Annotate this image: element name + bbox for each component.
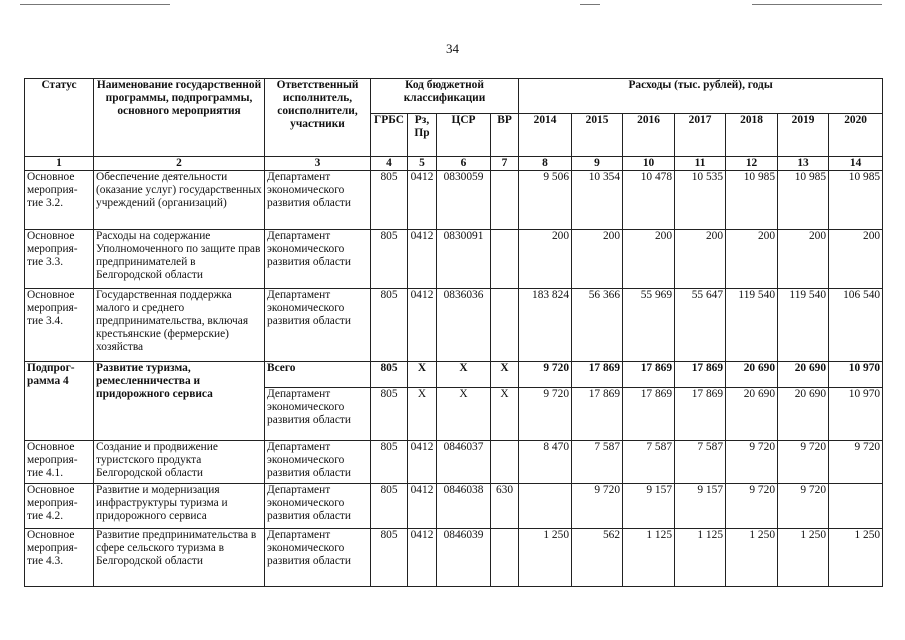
row-value: 9 720: [519, 388, 572, 441]
header-expenses: Расходы (тыс. рублей), годы: [519, 79, 883, 114]
row-value: 10 354: [572, 171, 623, 230]
row-csr: 0836036: [437, 289, 491, 362]
row-executor: Департамент экономического развития области: [265, 230, 371, 289]
row-executor: Департамент экономического развития области: [265, 171, 371, 230]
row-status: Основное мероприя-тие 4.2.: [25, 484, 94, 529]
row-value: 9 720: [778, 484, 829, 529]
row-grbs: 805: [371, 529, 408, 587]
column-index-row: [25, 157, 883, 171]
row-csr: 0830059: [437, 171, 491, 230]
row-value: 8 470: [519, 441, 572, 484]
row-grbs: 805: [371, 230, 408, 289]
row-csr: X: [437, 388, 491, 441]
row-name: Обеспечение деятельности (оказание услуг) государственных учреждений (организаций): [94, 171, 265, 230]
column-index: 6: [437, 157, 491, 171]
row-grbs: 805: [371, 484, 408, 529]
row-value: 9 720: [519, 362, 572, 388]
row-value: 1 125: [675, 529, 726, 587]
row-value: 200: [519, 230, 572, 289]
header-year: 2015: [572, 114, 623, 157]
row-vr: [491, 171, 519, 230]
row-rzpr: 0412: [408, 289, 437, 362]
row-grbs: 805: [371, 362, 408, 388]
table-row: [25, 230, 883, 289]
row-value: 10 970: [829, 388, 883, 441]
row-value: 200: [726, 230, 778, 289]
column-index: 8: [519, 157, 572, 171]
column-index: 14: [829, 157, 883, 171]
row-value: 20 690: [726, 362, 778, 388]
row-value: 10 478: [623, 171, 675, 230]
row-value: 9 157: [623, 484, 675, 529]
column-index: 5: [408, 157, 437, 171]
row-rzpr: X: [408, 388, 437, 441]
header-year: 2016: [623, 114, 675, 157]
column-index: 13: [778, 157, 829, 171]
table-row: [25, 171, 883, 230]
row-value: [829, 484, 883, 529]
header-year: 2020: [829, 114, 883, 157]
row-executor: Департамент экономического развития области: [265, 484, 371, 529]
row-status: Основное мероприя-тие 3.3.: [25, 230, 94, 289]
row-vr: 630: [491, 484, 519, 529]
row-status: Основное мероприя-тие 3.2.: [25, 171, 94, 230]
header-row-1: [25, 79, 883, 114]
table-row: [25, 441, 883, 484]
row-value: 9 720: [572, 484, 623, 529]
row-value: 9 720: [726, 441, 778, 484]
row-value: 10 535: [675, 171, 726, 230]
row-csr: 0846038: [437, 484, 491, 529]
row-value: 1 125: [623, 529, 675, 587]
row-value: 20 690: [726, 388, 778, 441]
column-index: 11: [675, 157, 726, 171]
row-value: 1 250: [519, 529, 572, 587]
row-status: Основное мероприя-тие 4.1.: [25, 441, 94, 484]
header-year: 2014: [519, 114, 572, 157]
row-value: 119 540: [726, 289, 778, 362]
row-value: 55 647: [675, 289, 726, 362]
row-value: 10 985: [726, 171, 778, 230]
row-csr: 0830091: [437, 230, 491, 289]
table-row: [25, 289, 883, 362]
header-grbs: ГРБС: [371, 114, 408, 157]
row-status: Основное мероприя-тие 4.3.: [25, 529, 94, 587]
column-index: 4: [371, 157, 408, 171]
row-executor: Департамент экономического развития области: [265, 388, 371, 441]
row-name: Создание и продвижение туристского продукта Белгородской области: [94, 441, 265, 484]
row-csr: X: [437, 362, 491, 388]
row-value: 17 869: [623, 388, 675, 441]
row-value: 200: [778, 230, 829, 289]
row-grbs: 805: [371, 441, 408, 484]
header-vr: ВР: [491, 114, 519, 157]
header-year: 2018: [726, 114, 778, 157]
column-index: 9: [572, 157, 623, 171]
row-value: 10 985: [829, 171, 883, 230]
row-csr: 0846037: [437, 441, 491, 484]
row-status: Основное мероприя-тие 3.4.: [25, 289, 94, 362]
scan-line-right: [752, 4, 882, 5]
table-row: [25, 484, 883, 529]
row-rzpr: 0412: [408, 230, 437, 289]
row-executor: Департамент экономического развития области: [265, 289, 371, 362]
row-value: 200: [675, 230, 726, 289]
row-value: 7 587: [572, 441, 623, 484]
row-name: Развитие и модернизация инфраструктуры туризма и придорожного сервиса: [94, 484, 265, 529]
scan-line-mid: [580, 4, 600, 5]
row-value: 200: [829, 230, 883, 289]
header-executor: Ответственный исполнитель, соисполнители, участники: [265, 79, 371, 157]
header-budget-code: Код бюджетной классификации: [371, 79, 519, 114]
header-csr: ЦСР: [437, 114, 491, 157]
row-value: 562: [572, 529, 623, 587]
row-grbs: 805: [371, 171, 408, 230]
row-rzpr: 0412: [408, 171, 437, 230]
row-rzpr: 0412: [408, 441, 437, 484]
row-value: 9 157: [675, 484, 726, 529]
row-value: 10 985: [778, 171, 829, 230]
row-value: 200: [623, 230, 675, 289]
row-value: 55 969: [623, 289, 675, 362]
subprogram-total-row: [25, 362, 883, 388]
row-value: 106 540: [829, 289, 883, 362]
row-csr: 0846039: [437, 529, 491, 587]
row-rzpr: 0412: [408, 529, 437, 587]
row-executor: Департамент экономического развития области: [265, 441, 371, 484]
row-value: 9 720: [829, 441, 883, 484]
row-vr: [491, 441, 519, 484]
row-rzpr: X: [408, 362, 437, 388]
row-vr: [491, 230, 519, 289]
header-name: Наименование государственной программы, подпрограммы, основного мероприятия: [94, 79, 265, 157]
row-name: Развитие предпринимательства в сфере сельского туризма в Белгородской области: [94, 529, 265, 587]
row-name: Расходы на содержание Уполномоченного по защите прав предпринимателей в Белгородской области: [94, 230, 265, 289]
row-value: 20 690: [778, 362, 829, 388]
column-index: 3: [265, 157, 371, 171]
row-executor: Всего: [265, 362, 371, 388]
column-index: 1: [25, 157, 94, 171]
row-vr: X: [491, 362, 519, 388]
header-year: 2017: [675, 114, 726, 157]
page-number: 34: [446, 41, 459, 56]
budget-table: [24, 78, 883, 587]
row-grbs: 805: [371, 289, 408, 362]
row-rzpr: 0412: [408, 484, 437, 529]
row-value: 7 587: [623, 441, 675, 484]
row-value: 7 587: [675, 441, 726, 484]
row-value: 1 250: [726, 529, 778, 587]
row-vr: X: [491, 388, 519, 441]
column-index: 10: [623, 157, 675, 171]
row-grbs: 805: [371, 388, 408, 441]
row-executor: Департамент экономического развития области: [265, 529, 371, 587]
row-vr: [491, 289, 519, 362]
row-value: 1 250: [829, 529, 883, 587]
row-value: 9 720: [778, 441, 829, 484]
column-index: 2: [94, 157, 265, 171]
row-name: Государственная поддержка малого и среднего предпринимательства, включая крестьянские (фермерские) хозяйства: [94, 289, 265, 362]
row-value: 17 869: [572, 362, 623, 388]
row-value: 9 506: [519, 171, 572, 230]
column-index: 7: [491, 157, 519, 171]
row-value: 119 540: [778, 289, 829, 362]
header-rzpr: Рз, Пр: [408, 114, 437, 157]
row-value: 17 869: [675, 388, 726, 441]
subprogram-name: Развитие туризма, ремесленничества и придорожного сервиса: [94, 362, 265, 441]
header-year: 2019: [778, 114, 829, 157]
row-value: 17 869: [623, 362, 675, 388]
row-value: 200: [572, 230, 623, 289]
scan-line-left: [20, 4, 170, 5]
row-value: 183 824: [519, 289, 572, 362]
table-row: [25, 529, 883, 587]
row-value: 1 250: [778, 529, 829, 587]
row-value: 56 366: [572, 289, 623, 362]
row-value: 17 869: [675, 362, 726, 388]
subprogram-status: Подпрог-рамма 4: [25, 362, 94, 441]
row-value: [519, 484, 572, 529]
column-index: 12: [726, 157, 778, 171]
row-vr: [491, 529, 519, 587]
header-status: Статус: [25, 79, 94, 157]
row-value: 10 970: [829, 362, 883, 388]
row-value: 17 869: [572, 388, 623, 441]
row-value: 9 720: [726, 484, 778, 529]
row-value: 20 690: [778, 388, 829, 441]
